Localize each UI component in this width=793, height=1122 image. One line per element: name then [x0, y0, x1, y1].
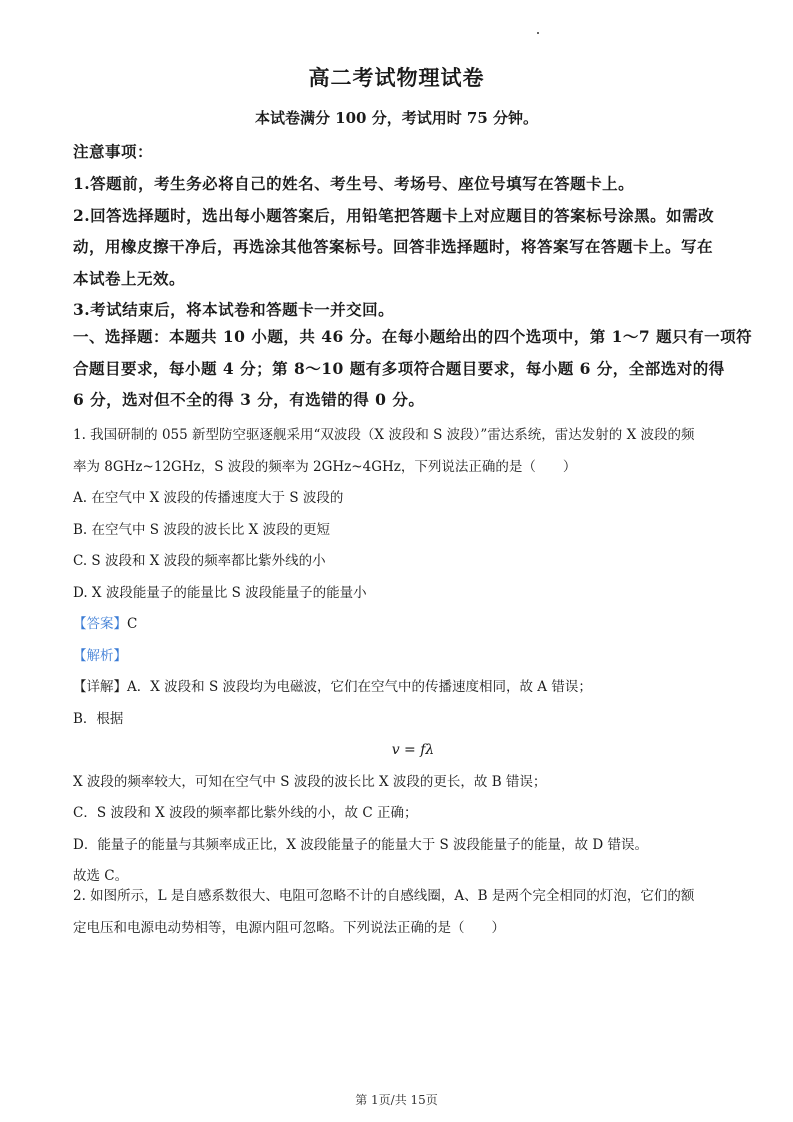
- detail-line: D．能量子的能量与其频率成正比，X 波段能量子的能量大于 S 波段能量子的能量，故 D 错误。: [73, 836, 648, 853]
- section-instructions: [73, 321, 753, 416]
- answer-line: [73, 609, 723, 641]
- detail-line: 【详解】A．X 波段和 S 波段均为电磁波，它们在空气中的传播速度相同，故 A 错误；: [73, 679, 592, 695]
- section-line: 6 分，选对但不全的得 3 分，有选错的得 0 分。: [73, 390, 425, 409]
- analysis-tag: 【解析】: [73, 647, 127, 664]
- detail-line: X 波段的频率较大，可知在空气中 S 波段的波长比 X 波段的更长，故 B 错误；: [73, 773, 547, 790]
- question-stem-line: 1. 我国研制的 055 新型防空驱逐舰采用“双波段（X 波段和 S 波段）”雷达系统，雷达发射的 X 波段的频: [73, 427, 695, 443]
- notes-heading: 注意事项：: [73, 142, 154, 161]
- note-item: 3.考试结束后，将本试卷和答题卡一并交回。: [73, 300, 395, 319]
- note-item: 1.答题前，考生务必将自己的姓名、考生号、考场号、座位号填写在答题卡上。: [73, 174, 635, 193]
- page-footer: 第 1页/共 15页: [355, 1093, 438, 1107]
- question-1: [73, 420, 723, 893]
- note-item: 动，用橡皮擦干净后，再选涂其他答案标号。回答非选择题时，将答案写在答题卡上。写在: [73, 237, 714, 256]
- option-b: B. 在空气中 S 波段的波长比 X 波段的更短: [73, 521, 331, 538]
- corner-mark: [537, 32, 539, 34]
- page-title: 高二考试物理试卷: [308, 65, 485, 90]
- exam-subtitle: 本试卷满分 100 分，考试用时 75 分钟。: [254, 109, 539, 127]
- detail-line: C．S 波段和 X 波段的频率都比紫外线的小，故 C 正确；: [73, 805, 418, 821]
- question-2: [73, 881, 723, 944]
- note-item: 2.回答选择题时，选出每小题答案后，用铅笔把答题卡上对应题目的答案标号涂黑。如需改: [73, 205, 715, 225]
- question-stem-line: 定电压和电源电动势相等，电源内阻可忽略。下列说法正确的是（ ）: [73, 919, 505, 936]
- section-line: 一、选择题：本题共 10 小题，共 46 分。在每小题给出的四个选项中，第 1～7 题只有一项符: [73, 327, 753, 346]
- option-a: A. 在空气中 X 波段的传播速度大于 S 波段的: [73, 490, 344, 506]
- detail-line: B．根据: [73, 710, 124, 727]
- answer-tag: 【答案】: [73, 616, 127, 632]
- option-c: C. S 波段和 X 波段的频率都比紫外线的小: [73, 553, 326, 569]
- detail-line: 故选 C。: [73, 868, 129, 884]
- formula: v = fλ: [391, 742, 435, 758]
- analysis-line: [73, 641, 723, 673]
- question-stem-line: 率为 8GHz~12GHz，S 波段的频率为 2GHz~4GHz，下列说法正确的是（ ）: [73, 458, 577, 475]
- question-stem-line: 2. 如图所示，L 是自感系数很大、电阻可忽略不计的自感线圈，A、B 是两个完全相同的灯泡，它们的额: [73, 888, 695, 904]
- section-line: 合题目要求，每小题 4 分；第 8～10 题有多项符合题目要求，每小题 6 分，全部选对的得: [73, 358, 725, 378]
- notes-list: [73, 168, 723, 326]
- note-item: 本试卷上无效。: [73, 268, 186, 288]
- answer-value: C: [127, 616, 138, 632]
- option-d: D. X 波段能量子的能量比 S 波段能量子的能量小: [73, 584, 367, 601]
